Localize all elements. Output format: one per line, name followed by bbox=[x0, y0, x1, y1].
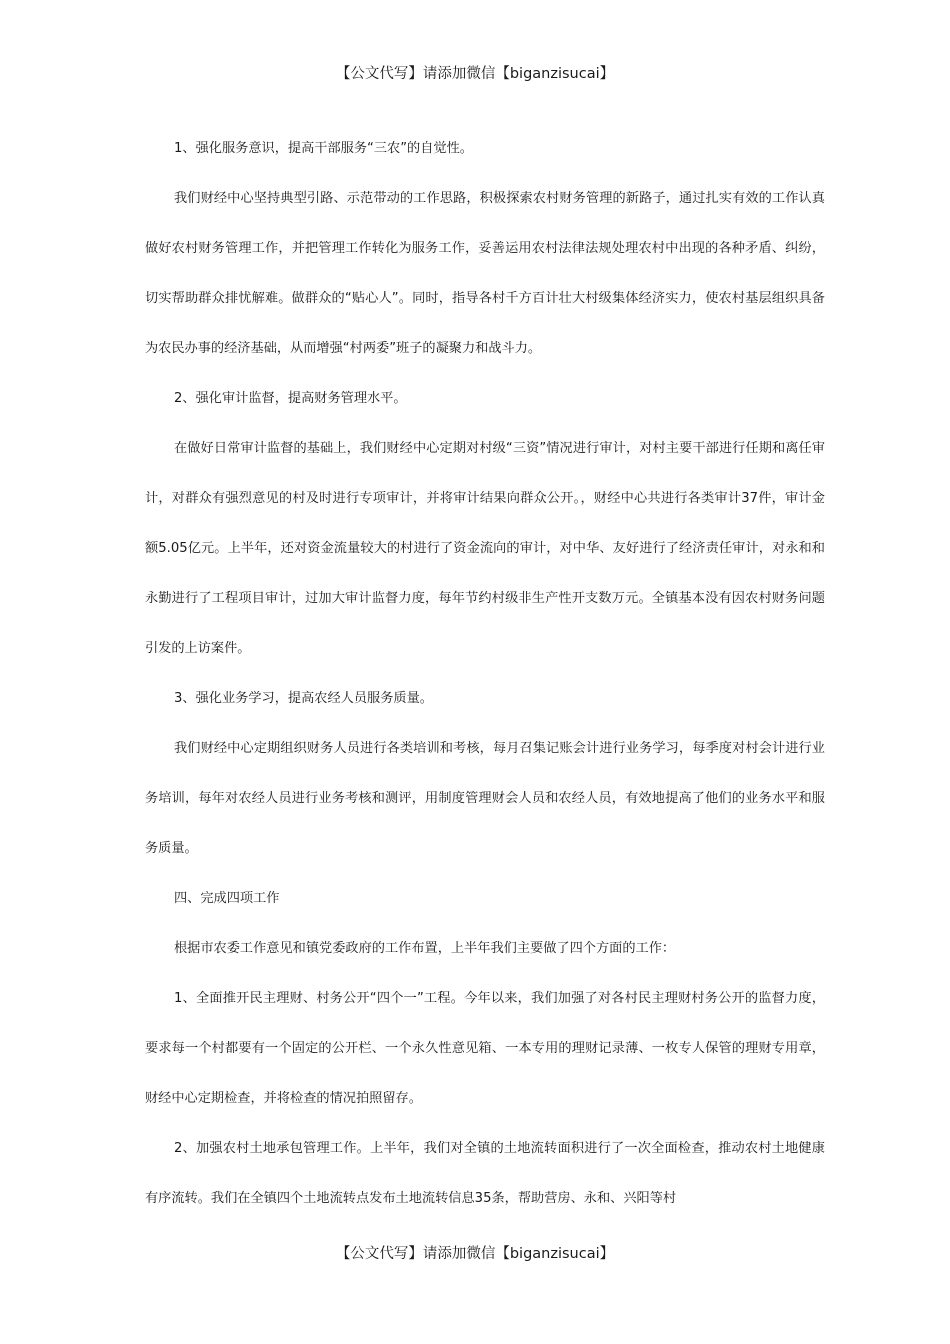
paragraph-audit-heading: 2、强化审计监督，提高财务管理水平。 bbox=[174, 391, 407, 406]
section-heading-four-tasks: 四、完成四项工作 bbox=[174, 891, 280, 906]
paragraph-service-heading: 1、强化服务意识，提高干部服务“三农”的自觉性。 bbox=[174, 141, 473, 156]
paragraph-four-tasks-intro: 根据市农委工作意见和镇党委政府的工作布置，上半年我们主要做了四个方面的工作： bbox=[174, 941, 676, 956]
paragraph-task-2: 2、加强农村土地承包管理工作。上半年，我们对全镇的土地流转面积进行了一次全面检查，推动农村土地健康有序流转。我们在全镇四个土地流转点发布土地流转信息35条，帮助营房、永和、兴阳等村 bbox=[145, 1141, 825, 1206]
page-header: 【公文代写】请添加微信【biganzisucai】 bbox=[335, 66, 615, 82]
paragraph-task-1: 1、全面推开民主理财、村务公开“四个一”工程。今年以来，我们加强了对各村民主理财村务公开的监督力度，要求每一个村都要有一个固定的公开栏、一个永久性意见箱、一本专用的理财记录薄、一枚专人保管的理财专用章，财经中心定期检查，并将检查的情况拍照留存。 bbox=[145, 991, 825, 1106]
paragraph-study-body: 我们财经中心定期组织财务人员进行各类培训和考核，每月召集记账会计进行业务学习，每季度对村会计进行业务培训，每年对农经人员进行业务考核和测评，用制度管理财会人员和农经人员，有效地提高了他们的业务水平和服务质量。 bbox=[145, 741, 825, 856]
paragraph-audit-body: 在做好日常审计监督的基础上，我们财经中心定期对村级“三资”情况进行审计，对村主要干部进行任期和离任审计，对群众有强烈意见的村及时进行专项审计，并将审计结果向群众公开。，财经中心共进行各类审计37件，审计金额5.05亿元。上半年，还对资金流量较大的村进行了资金流向的审计，对中华、友好进行了经济责任审计，对永和和永勤进行了工程项目审计，过加大审计监督力度，每年节约村级非生产性开支数万元。全镇基本没有因农村财务问题引发的上访案件。 bbox=[145, 441, 825, 656]
page-footer: 【公文代写】请添加微信【biganzisucai】 bbox=[335, 1246, 615, 1262]
paragraph-study-heading: 3、强化业务学习，提高农经人员服务质量。 bbox=[174, 691, 433, 706]
paragraph-service-body: 我们财经中心坚持典型引路、示范带动的工作思路，积极探索农村财务管理的新路子，通过扎实有效的工作认真做好农村财务管理工作，并把管理工作转化为服务工作，妥善运用农村法律法规处理农村中出现的各种矛盾、纠纷，切实帮助群众排忧解难。做群众的“贴心人”。同时，指导各村千方百计壮大村级集体经济实力，使农村基层组织具备为农民办事的经济基础，从而增强“村两委”班子的凝聚力和战斗力。 bbox=[145, 191, 825, 356]
document-body bbox=[145, 124, 825, 1224]
